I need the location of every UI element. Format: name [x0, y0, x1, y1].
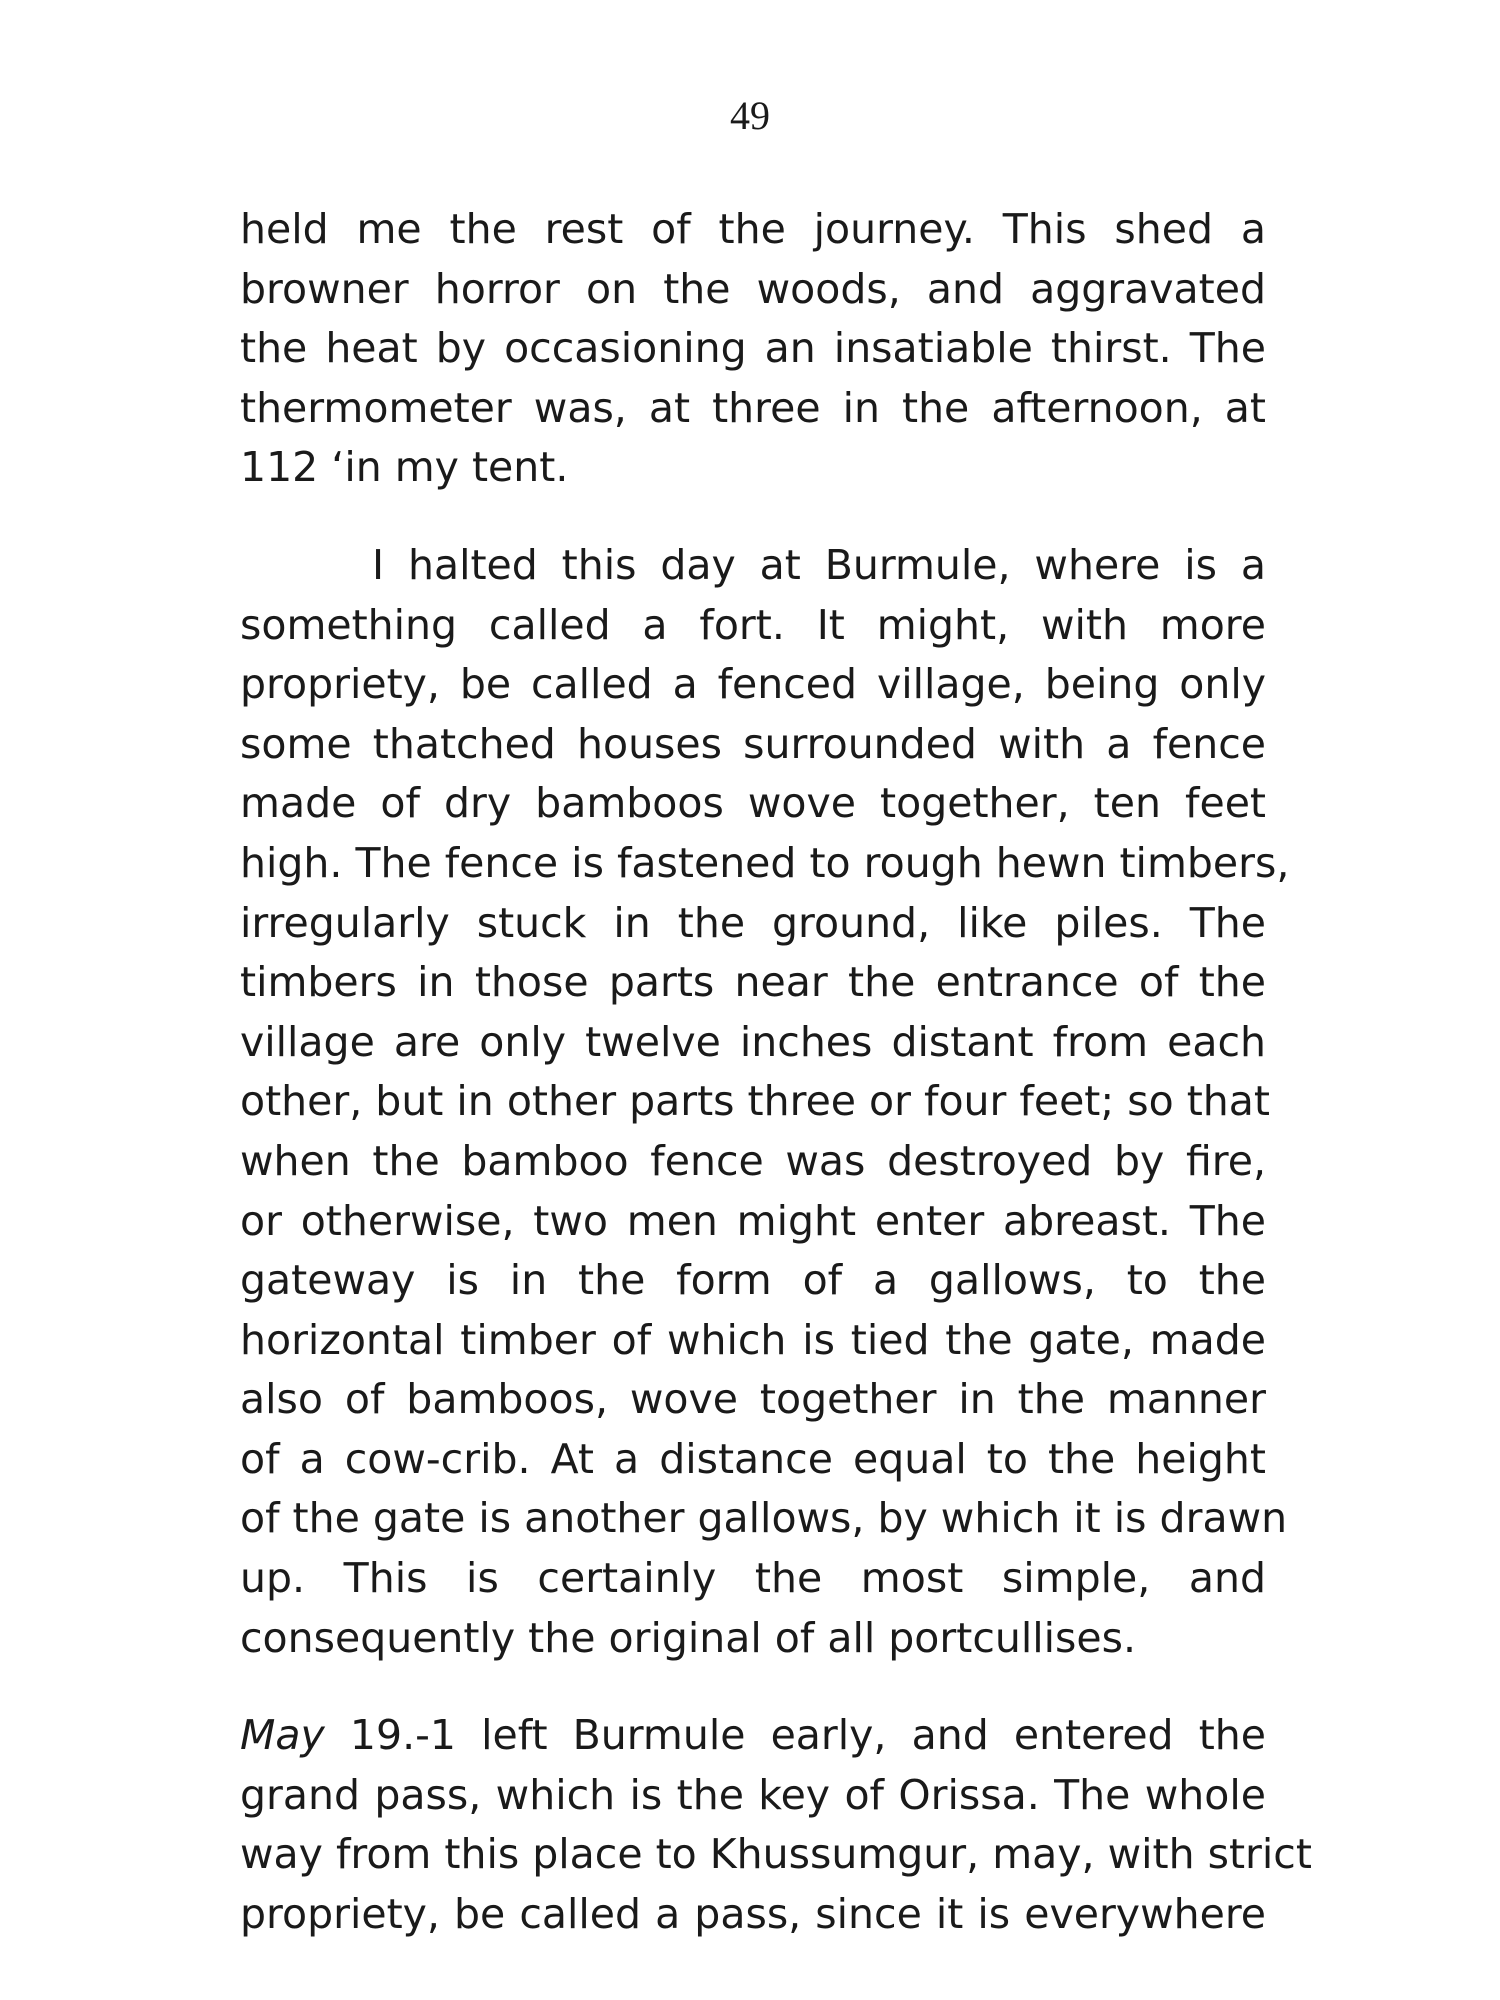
text-line: browner horror on the woods, and aggravated	[240, 264, 1266, 313]
text-line: 112 ‘in my tent.	[240, 443, 569, 492]
text-line: of the gate is another gallows, by which it is drawn	[240, 1494, 1288, 1543]
text-line: also of bamboos, wove together in the manner	[240, 1375, 1266, 1424]
text-line: some thatched houses surrounded with a fence	[240, 719, 1266, 768]
text-line-rest: 19.-1 left Burmule early, and entered the	[324, 1711, 1266, 1760]
paragraph-2	[240, 536, 1290, 1668]
text-line: of a cow-crib. At a distance equal to the height	[240, 1434, 1266, 1483]
text-line: or otherwise, two men might enter abreast. The	[240, 1196, 1266, 1245]
entry-date: May	[240, 1711, 325, 1760]
text-line: timbers in those parts near the entrance of the	[240, 958, 1266, 1007]
text-line: the heat by occasioning an insatiable thirst. The	[240, 324, 1266, 373]
text-line: irregularly stuck in the ground, like piles. The	[240, 898, 1266, 947]
text-line: up. This is certainly the most simple, and	[240, 1554, 1266, 1603]
text-line: propriety, be called a fenced village, being only	[240, 660, 1266, 709]
text-line: held me the rest of the journey. This shed a	[240, 205, 1266, 253]
text-line: consequently the original of all portcullises.	[240, 1613, 1136, 1662]
text-line: gateway is in the form of a gallows, to the	[240, 1256, 1266, 1305]
text-line: when the bamboo fence was destroyed by fire,	[240, 1136, 1266, 1185]
text-line: made of dry bamboos wove together, ten feet	[240, 779, 1266, 828]
text-line: something called a fort. It might, with more	[240, 600, 1266, 649]
text-line: propriety, be called a pass, since it is everywhere	[240, 1890, 1266, 1939]
page-number: 49	[730, 93, 770, 138]
text-line: way from this place to Khussumgur, may, with strict	[240, 1830, 1312, 1879]
text-line: village are only twelve inches distant from each	[240, 1017, 1266, 1066]
text-line: I halted this day at Burmule, where is a	[372, 540, 1266, 589]
text-line: high. The fence is fastened to rough hewn timbers,	[240, 838, 1290, 887]
body-text	[240, 200, 1312, 1945]
text-line: grand pass, which is the key of Orissa. The whole	[240, 1770, 1266, 1819]
text-line: thermometer was, at three in the afternoon, at	[240, 383, 1266, 432]
paragraph-3	[240, 1706, 1312, 1944]
text-line: horizontal timber of which is tied the gate, made	[240, 1315, 1266, 1364]
text-line: other, but in other parts three or four feet; so that	[240, 1077, 1270, 1126]
paragraph-1	[240, 200, 1266, 498]
text-line	[240, 1706, 1266, 1766]
